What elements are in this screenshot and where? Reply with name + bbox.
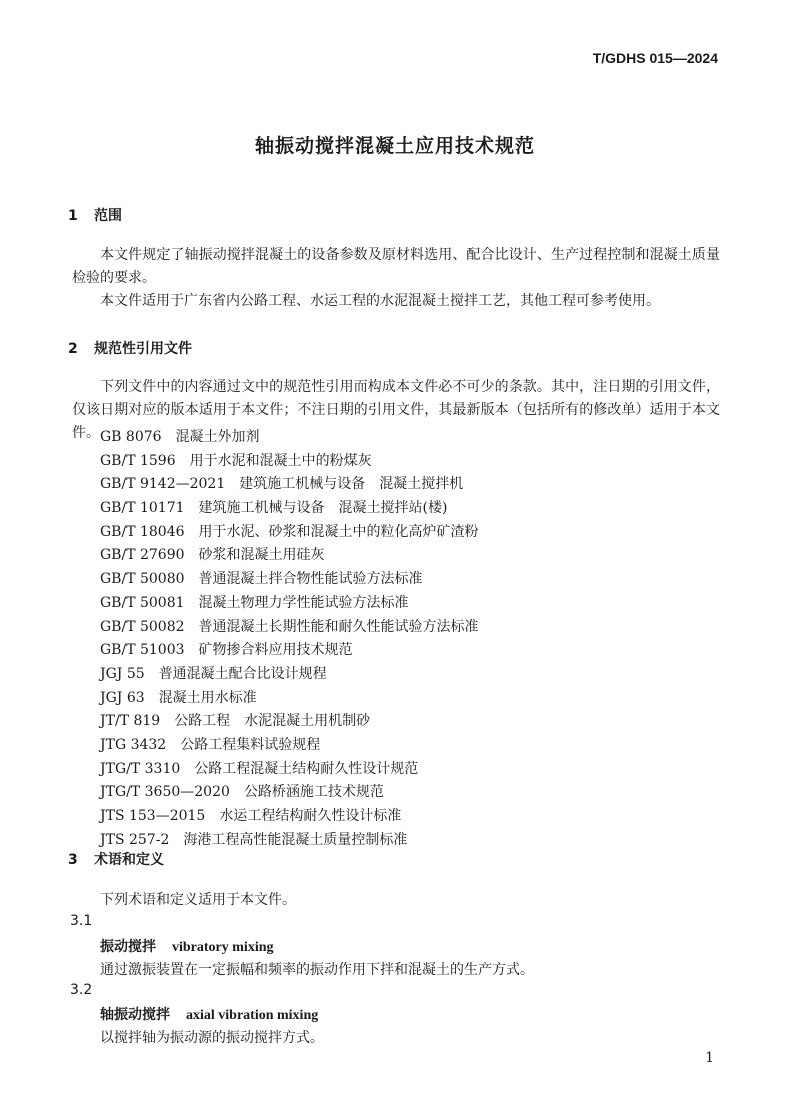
term-heading: [100, 936, 274, 956]
reference-code: GB/T 27690: [100, 547, 185, 564]
reference-item: [100, 616, 479, 640]
reference-code: GB/T 18046: [100, 523, 185, 540]
reference-code: GB/T 1596: [100, 452, 176, 469]
term-heading: [100, 1004, 318, 1024]
section-title: 术语和定义: [94, 852, 164, 868]
reference-code: GB/T 50081: [100, 594, 185, 611]
reference-item: [100, 497, 479, 521]
section-3-heading: [68, 849, 164, 869]
term-chinese: 轴振动搅拌: [100, 1007, 170, 1023]
section-title: 规范性引用文件: [94, 341, 192, 357]
reference-code: GB/T 51003: [100, 642, 185, 659]
reference-item: [100, 781, 479, 805]
reference-code: JGJ 55: [100, 665, 145, 682]
reference-code: JTG 3432: [100, 736, 167, 753]
reference-code: JTG/T 3310: [100, 760, 181, 777]
normative-references-list: [100, 426, 479, 852]
page-number: 1: [705, 1050, 714, 1066]
reference-item: [100, 758, 479, 782]
section-number: 3: [68, 852, 78, 868]
reference-item: [100, 521, 479, 545]
reference-item: [100, 639, 479, 663]
reference-item: [100, 426, 479, 450]
reference-name: 公路工程 水泥混凝土用机制砂: [174, 713, 371, 730]
term-number: 3.2: [70, 982, 93, 998]
section-3-paragraph-1: 下列术语和定义适用于本文件。: [100, 892, 296, 908]
reference-item: [100, 450, 479, 474]
reference-code: JTG/T 3650—2020: [100, 784, 230, 801]
reference-code: GB/T 50080: [100, 571, 185, 588]
section-1-paragraph-1: 本文件规定了轴振动搅拌混凝土的设备参数及原材料选用、配合比设计、生产过程控制和混凝土质量检验的要求。: [72, 247, 720, 286]
term-number: 3.1: [70, 913, 93, 929]
reference-name: 混凝土外加剂: [175, 429, 260, 445]
term-definition: 以搅拌轴为振动源的振动搅拌方式。: [100, 1030, 324, 1046]
reference-name: 水运工程结构耐久性设计标准: [219, 808, 402, 824]
reference-name: 建筑施工机械与设备 混凝土搅拌站(楼): [198, 500, 448, 517]
reference-name: 用于水泥和混凝土中的粉煤灰: [189, 452, 372, 469]
reference-code: GB/T 10171: [100, 500, 185, 517]
reference-code: GB/T 9142—2021: [100, 476, 226, 493]
reference-item: [100, 805, 479, 829]
section-1-paragraph-2: 本文件适用于广东省内公路工程、水运工程的水泥混凝土搅拌工艺，其他工程可参考使用。: [100, 293, 660, 309]
section-2-paragraph-1: 下列文件中的内容通过文中的规范性引用而构成本文件必不可少的条款。其中，注日期的引用文件，仅该日期对应的版本适用于本文件；不注日期的引用文件，其最新版本（包括所有的修改单）适用于本文件。: [72, 379, 720, 441]
term-english: vibratory mixing: [172, 940, 274, 955]
section-number: 1: [68, 208, 78, 224]
reference-item: [100, 568, 479, 592]
reference-item: [100, 473, 479, 497]
reference-code: GB/T 50082: [100, 618, 185, 635]
reference-item: [100, 544, 479, 568]
section-2-heading: [68, 338, 192, 358]
document-code: T/GDHS 015—2024: [592, 50, 718, 66]
term-chinese: 振动搅拌: [100, 939, 156, 955]
reference-name: 普通混凝土配合比设计规程: [158, 665, 327, 682]
term-english: axial vibration mixing: [186, 1008, 319, 1023]
reference-code: JT/T 819: [100, 713, 161, 730]
reference-item: [100, 687, 479, 711]
reference-item: [100, 663, 479, 687]
reference-code: JGJ 63: [100, 689, 145, 706]
term-definition: 通过激振装置在一定振幅和频率的振动作用下拌和混凝土的生产方式。: [100, 962, 534, 978]
reference-code: GB 8076: [100, 429, 162, 445]
reference-name: 普通混凝土长期性能和耐久性能试验方法标准: [198, 618, 479, 635]
reference-name: 矿物掺合料应用技术规范: [198, 642, 353, 659]
document-title: 轴振动搅拌混凝土应用技术规范: [254, 135, 535, 157]
reference-code: JTS 257-2: [100, 831, 170, 848]
reference-name: 砂浆和混凝土用硅灰: [198, 547, 325, 564]
section-title: 范围: [94, 208, 122, 224]
reference-name: 普通混凝土拌合物性能试验方法标准: [198, 571, 423, 588]
reference-name: 公路桥涵施工技术规范: [243, 784, 384, 801]
section-1-heading: [68, 205, 122, 225]
reference-name: 混凝土物理力学性能试验方法标准: [198, 594, 409, 611]
reference-name: 用于水泥、砂浆和混凝土中的粒化高炉矿渣粉: [198, 523, 479, 540]
reference-code: JTS 153—2015: [100, 808, 206, 824]
reference-name: 建筑施工机械与设备 混凝土搅拌机: [239, 476, 464, 493]
reference-item: [100, 710, 479, 734]
reference-name: 海港工程高性能混凝土质量控制标准: [183, 831, 408, 848]
reference-item: [100, 592, 479, 616]
reference-name: 混凝土用水标准: [158, 689, 257, 706]
reference-item: [100, 734, 479, 758]
section-number: 2: [68, 341, 78, 357]
reference-name: 公路工程混凝土结构耐久性设计规范: [194, 760, 419, 777]
reference-name: 公路工程集料试验规程: [180, 736, 321, 753]
